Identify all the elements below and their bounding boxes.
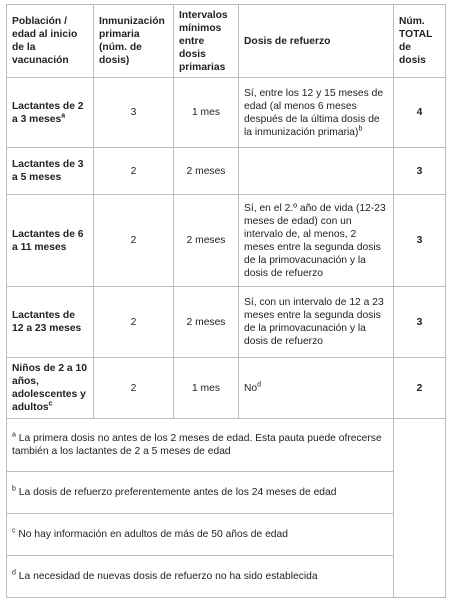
footnote-mark: c [48, 400, 53, 408]
booster-text: No [244, 382, 258, 394]
age-group-label: Niños de 2 a 10 años, adolescentes y adultos [12, 363, 87, 413]
table-row [7, 148, 446, 195]
footnote-row [7, 514, 446, 556]
booster-text: Sí, con un intervalo de 12 a 23 meses entre la segunda dosis de la primovacunación y la dosis de refuerzo [244, 297, 384, 347]
header-min-intervals: Intervalos mínimos entre dosis primarias [174, 5, 239, 78]
booster-text: Sí, entre los 12 y 15 meses de edad (al menos 6 meses después de la última dosis de la inmunización primaria) [244, 87, 384, 138]
header-total-doses: Núm. TOTAL de dosis [394, 5, 446, 78]
table-row [7, 358, 446, 419]
primary-doses-cell: 2 [94, 148, 174, 195]
footnote-mark: d [257, 381, 262, 389]
footnote-cell [7, 419, 394, 472]
header-population: Población / edad al inicio de la vacunación [7, 5, 94, 78]
age-group-label: Lactantes de 2 a 3 meses [12, 100, 84, 125]
booster-cell [239, 287, 394, 358]
age-group-cell [7, 287, 94, 358]
table-row [7, 287, 446, 358]
footnote-spacer-cell [394, 419, 446, 598]
primary-doses-cell: 2 [94, 358, 174, 419]
footnote-text: La primera dosis no antes de los 2 meses de edad. Esta pauta puede ofrecerse también a los lactantes de 2 a 5 meses de edad [12, 433, 382, 457]
footnote-mark: b [358, 125, 363, 133]
booster-text: Sí, en el 2.º año de vida (12-23 meses de edad) con un intervalo de, al menos, 2 meses entre la segunda dosis de la primovacunación y la dosis de refuerzo [244, 202, 386, 279]
footnote-mark: b [12, 485, 16, 493]
footnote-mark: a [61, 112, 66, 120]
total-doses-cell: 4 [394, 78, 446, 148]
footnote-row [7, 472, 446, 514]
age-group-cell [7, 78, 94, 148]
interval-cell: 1 mes [174, 78, 239, 148]
table-row [7, 78, 446, 148]
primary-doses-cell: 3 [94, 78, 174, 148]
age-group-label: Lactantes de 12 a 23 meses [12, 310, 82, 334]
age-group-cell [7, 195, 94, 287]
header-row [7, 5, 446, 78]
footnote-row [7, 556, 446, 598]
footnote-text: No hay información en adultos de más de 50 años de edad [18, 529, 288, 540]
interval-cell: 1 mes [174, 358, 239, 419]
footnote-text: La dosis de refuerzo preferentemente antes de los 24 meses de edad [18, 487, 337, 498]
footnote-mark: c [12, 527, 16, 535]
total-doses-cell: 3 [394, 148, 446, 195]
table-row [7, 195, 446, 287]
footnote-cell [7, 514, 394, 556]
footnote-mark: a [12, 431, 16, 439]
footnote-mark: d [12, 569, 16, 577]
age-group-cell [7, 358, 94, 419]
age-group-label: Lactantes de 6 a 11 meses [12, 228, 84, 253]
footnote-cell [7, 556, 394, 598]
footnote-row [7, 419, 446, 472]
interval-cell: 2 meses [174, 195, 239, 287]
total-doses-cell: 3 [394, 287, 446, 358]
total-doses-cell: 2 [394, 358, 446, 419]
booster-cell [239, 78, 394, 148]
age-group-label: Lactantes de 3 a 5 meses [12, 159, 84, 183]
interval-cell: 2 meses [174, 148, 239, 195]
booster-cell [239, 358, 394, 419]
booster-cell [239, 195, 394, 287]
vaccination-schedule-table [6, 4, 446, 598]
total-doses-cell: 3 [394, 195, 446, 287]
booster-cell [239, 148, 394, 195]
header-primary-doses: Inmunización primaria (núm. de dosis) [94, 5, 174, 78]
primary-doses-cell: 2 [94, 287, 174, 358]
interval-cell: 2 meses [174, 287, 239, 358]
primary-doses-cell: 2 [94, 195, 174, 287]
footnote-text: La necesidad de nuevas dosis de refuerzo no ha sido establecida [18, 571, 318, 582]
age-group-cell [7, 148, 94, 195]
header-booster: Dosis de refuerzo [239, 5, 394, 78]
footnote-cell [7, 472, 394, 514]
